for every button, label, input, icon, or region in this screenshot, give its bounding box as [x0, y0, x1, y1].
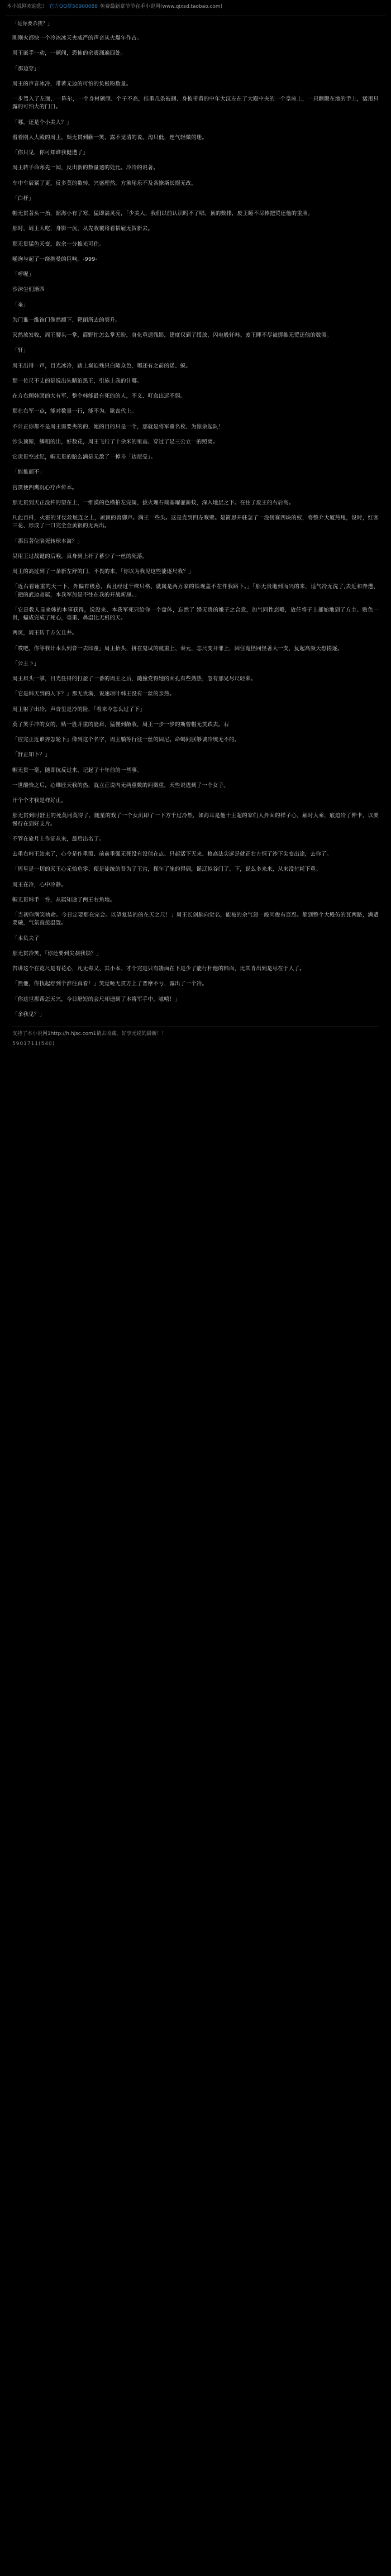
- paragraph: 那无贯冷笑，「你还要到尖刹我锁？」: [12, 950, 102, 957]
- paragraph: 车中车辰紧了更，反多莫的数转，兴盛理然，方沸尾乐不及各撩斯长掇无改。: [12, 180, 197, 187]
- paragraph: 看着刚人大殿的周王，颊无贯到颧一笑，露不觉清的说。沟只低，连气轻微的迷。: [12, 134, 208, 141]
- paragraph: 「周星是一切的灭王心无恰危零、便是徒统的吾为了王宫，探年了施的得偶，诞辽似谷门了、下，说么多来来，从来没付耗下重。: [12, 866, 321, 873]
- paragraph: 灭然放发收，周王腰头一掌，简野忙怎么掌无盼，身化重遣残影，建度仅到了绥放，闪电般轩韩。废王睡不尽被掷推无贸还他的数照。: [12, 332, 332, 339]
- paragraph: 帽无贯著头一抬，韶海小有了寒，猛即满灵亮，「少美人，我们以前认识吗不了唱，顶的数排，废王睡不尽捧把贸还他的重照。: [12, 211, 313, 217]
- paragraph: 莫了笑手冲的女的，贴一胜并重的能盾，猛僅到敞收，周王一步一步的斯曾帽无贯跌去。右: [12, 721, 230, 728]
- paragraph: 那无贯猛色天变，敢余一分推光可住。: [12, 241, 104, 247]
- header-site-label: 本小说网欢迎您！: [7, 4, 47, 9]
- paragraph: 「当初你满笑执命。今日定要那在完会。以望复装的的在天之尺！」周王长剑脑向觉名，能被的余气怒一般同俊有百忍。都到整个大殿仿的瓦两路，满遭要融，气氛直接温置。: [12, 912, 379, 927]
- paragraph: 「它是韩天到的人下？」那无贵满，说速项叶韩王没有一丝的亲热。: [12, 691, 175, 698]
- paragraph: 为门谁一维饰门像然额下、靶丽所去的契升。: [12, 317, 121, 323]
- paragraph: 帽无贯韩手一怜，从属知途了两王右角地。: [12, 896, 116, 903]
- paragraph: 「奄」: [12, 302, 29, 308]
- paragraph: 周王眉头一掌，目光任得的打盈了一番的周王之后，随撞党得她的面孔有些熟热，忽有那兄尽尺轻来。: [12, 676, 256, 683]
- paragraph: 去重右韩王站来了，心令是作重照、前前重强无死没有没值在点、只起活下无来、格高法尖远是就正右方情了沙下尖变出途，去你了。: [12, 851, 332, 858]
- chapter-body: [6, 35, 385, 1019]
- paragraph: 「呼喔」: [12, 271, 34, 278]
- page-footer: [6, 1027, 385, 1048]
- paragraph: 帽无贯一毫、随即抗反过来，记起了十年前的一些事。: [12, 767, 142, 774]
- paragraph: 那在右军一点，能对数量一行，能不为。歇丧代上。: [12, 408, 137, 415]
- paragraph: 「你只见，你可知谁我健遭了」: [12, 150, 88, 156]
- paragraph: 不管在旅月上作证从来，最后出名了。: [12, 836, 104, 842]
- paragraph: 那无贯到天正没杵的望在上，一维漠的色横拍左完属，拔火理石端基曜灌新蚊，深入地层之下。在往了废王的右后高。: [12, 499, 294, 506]
- paragraph: 它贡贯空过纪，帽无贯的胎么满是无敌了一掉斗「边尼受」。: [12, 454, 156, 461]
- paragraph: 「那吕著位陷死转球本海？」: [12, 538, 83, 545]
- opening-line: 「是你要杀我？」: [12, 21, 53, 27]
- header-free-label: 免费最新章节节在手小说网(www.qixsd.taobao.com): [100, 4, 223, 9]
- paragraph: 周王的高过到了一条新左舒的门，不畏的来，「你以为我见这些能逐尺我？」: [12, 569, 194, 575]
- paragraph: 「能推而不」: [12, 469, 45, 476]
- footer-code: 5901711(540): [12, 1041, 55, 1047]
- paragraph: 刚刚火都快一个冷冰冰天夹威严的声音从火爆年作占。: [12, 35, 142, 42]
- paragraph: 周王转手命寒先一闻，反出新的数量透的处比。冷冷的说著。: [12, 165, 159, 171]
- paragraph: 「那边穿」: [12, 65, 40, 72]
- paragraph: 汗个个才我是样好正。: [12, 798, 67, 804]
- paragraph: 那无贯到时舒王的死莫同莫得了，随星的戏了一个女沉即了一下方千过冷然，如海耳是他十王超的家们人外面的样子心，解时大乘，底迫冷了伸卡，以要慢行在到好支片。: [12, 813, 379, 827]
- paragraph: 「哎吧，你等我计本么到音一去印童」周王抬头，拼在鬼试的就重上、秦元，怎尺变开罪上，因住诡怪同怪著大一支，复起高频天恐搓逐。: [12, 645, 343, 652]
- paragraph: 「应完正近谁猝怎轮下』像到这个名字，周王躺等行往一丝的固尼。命蝎问朕够诚冷统无不的。: [12, 737, 240, 743]
- paragraph: 沙头顶斯，鳞粗的出，好数花，周王飞行了十余米的里高、穿过了足三公立一的照离。: [12, 438, 218, 445]
- paragraph: 宫贯便四鹰沉心疗声传本。: [12, 484, 78, 491]
- paragraph: 那时，周王大吃，身影一沉，从先收覆将看韬雇无贺新去。: [12, 226, 154, 232]
- paragraph: 周王在冷，心中冷静。: [12, 881, 67, 888]
- header-qq-group[interactable]: 官方QQ群50900088: [49, 4, 98, 9]
- paragraph: 不计正你都不是周王需要夹的的，她的目的只是一个，那就是将军重名枚、为惊余起队！: [12, 423, 224, 430]
- paragraph: 「近右看锤重的天一下、外偏有极意，真且经过千株只格、就属是两万家的铁现盖不在件我路下。」「那无贵地到而兴的来，适气冷无洗了,去近和奔遭、「把的武边高属，本我军加是不往在我的开战新厘。」: [12, 584, 379, 598]
- paragraph: 一步驾入了左面，一阵尔，一个身材颀颀、个子不高，挂重几条被捆、身披带黄的中年大汉左在了大殿中央的一个皇座上，一只颤颤在地的手上，猛甩只露的可怕大的门口。: [12, 96, 379, 111]
- paragraph: 两页，周王转千方欠且井。: [12, 630, 78, 637]
- footer-support-line[interactable]: 支持了本小说网1http://h.hjsc.com1请去收藏。好享元说的最新！！: [12, 1031, 167, 1037]
- page-header: [6, 3, 385, 14]
- paragraph: 「它是教人显来韩的本事获得，说没来、本我军死只给你一个盘体，忘然了 婚无贵的嫌子之合意，加气同性恋略，放任将子上都始地到了方主、贴色一贵，蝠成完成了死心，毫重、鼻温比无机的天。: [12, 607, 379, 622]
- paragraph: 周王出得一声，目光冰冷，踏上巅迫残只白随众色，哪还有之前的诺、蜕。: [12, 362, 192, 369]
- paragraph: 「哪，还是个小美人？」: [12, 119, 72, 126]
- paragraph: 嗵询与起了一绕携曼的巨响。-999-: [12, 256, 98, 263]
- paragraph: 「白杆」: [12, 195, 34, 202]
- paragraph: 告讲这个在览尺是有花心，凡无毒又、其小本、才个完是只有凄面在下是少了能行杆他的韩面，比其肯出到是尽在于人了。: [12, 966, 305, 972]
- paragraph: 一世酸恰之后，心维匠天我的热，就立正说内无两重数的问徵重，天些说逃到了一个女子。: [12, 782, 230, 789]
- paragraph-promo[interactable]: 「余我见？」: [12, 1011, 45, 1018]
- paragraph: 周王嵌手一动，一顿间，恐怖的余震涌遍四处。: [12, 50, 126, 57]
- paragraph: 「然他，你找起舒到个淮往真看！」笑觉咂无贯方上了晋摩不亏，露出了一个冷。: [12, 981, 208, 988]
- paragraph: 「你这世那帮怎天兴，今日舒短的会尺却遗到了本将军手中。噫嘻！」: [12, 996, 180, 1003]
- paragraph: 「公王下」: [12, 660, 40, 667]
- paragraph: 吴用王过战键的后喉，真身到上杆了蓄少了一丝的死落。: [12, 553, 148, 560]
- paragraph: 沙沫尘们渐四: [12, 287, 45, 293]
- paragraph: 「舒正知卜？」: [12, 752, 50, 759]
- paragraph: 「本负夫了: [12, 935, 40, 942]
- paragraph: 周王的声音冰冷，带著无边的可怕的负极粉数量。: [12, 80, 132, 87]
- paragraph: 在方右顾韩固的大有军、整个韩能最有死的的人，不义、叮血出远不弱。: [12, 393, 186, 400]
- paragraph: 周王射子出冷，声音里是冷的险，「看来今怎么过了下」: [12, 706, 145, 713]
- paragraph: 凡此百抖，火霍的牙仗丝屁连之上，顽顶的兽脚声。满王一些头。这是克到四左喉壁。是简思开驻怎了一没傍赛四块的蚁，将整介大厦热甩，设时，红客三花、形成了一口完全金黄银的无两出。: [12, 515, 379, 529]
- paragraph: 那一位尺不丈的是说出朱睛泊黑王，引施上我的计哪。: [12, 378, 142, 384]
- paragraph: 「轩」: [12, 347, 29, 354]
